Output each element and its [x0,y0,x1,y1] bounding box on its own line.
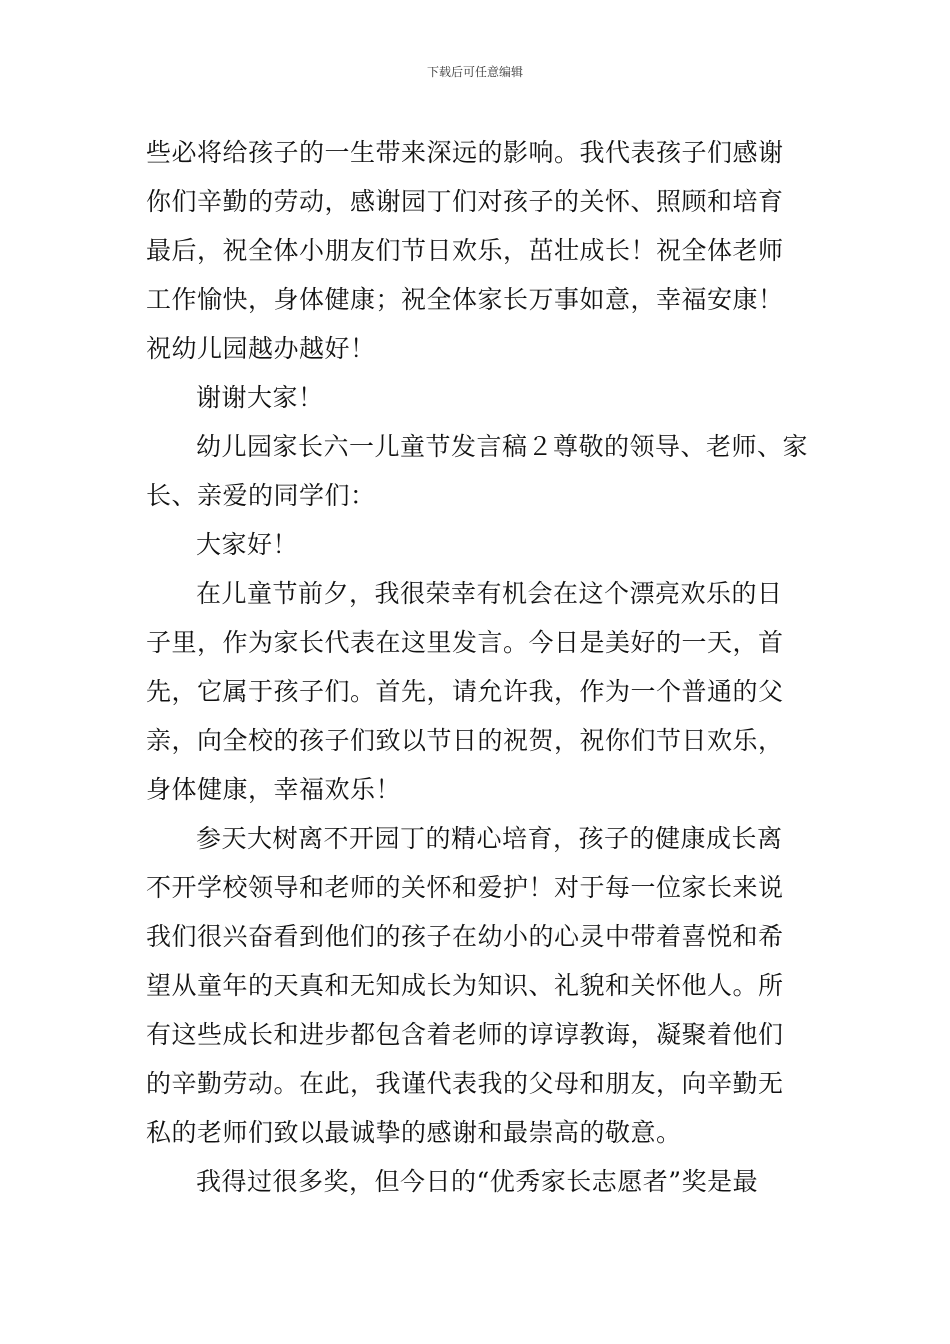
text-line: 先，它属于孩子们。首先，请允许我，作为一个普通的父 [146,677,784,706]
text-line: 子里，作为家长代表在这里发言。今日是美好的一天，首 [146,628,784,657]
text-line: 参天大树离不开园丁的精心培育，孩子的健康成长离 [196,824,783,853]
text-line: 我得过很多奖，但今日的“优秀家长志愿者”奖是最 [196,1167,759,1196]
text-line: 身体健康，幸福欢乐！ [146,775,402,804]
text-line: 最后，祝全体小朋友们节日欢乐，茁壮成长！祝全体老师 [146,236,784,265]
text-line: 有这些成长和进步都包含着老师的谆谆教诲，凝聚着他们 [146,1020,784,1049]
page-header-note: 下载后可任意编辑 [426,65,523,79]
text-line: 亲，向全校的孩子们致以节日的祝贺，祝你们节日欢乐， [146,726,784,755]
text-line: 幼儿园家长六一儿童节发言稿２尊敬的领导、老师、家 [196,432,809,461]
text-line: 大家好！ [196,530,299,559]
text-line: 我们很兴奋看到他们的孩子在幼小的心灵中带着喜悦和希 [146,922,784,951]
text-line: 你们辛勤的劳动，感谢园丁们对孩子的关怀、照顾和培育 [146,187,784,216]
text-line: 长、亲爱的同学们： [146,481,376,510]
text-line: 谢谢大家！ [196,383,324,412]
text-line: 望从童年的天真和无知成长为知识、礼貌和关怀他人。所 [146,971,784,1000]
text-line: 私的老师们致以最诚挚的感谢和最崇高的敬意。 [146,1118,682,1147]
text-line: 在儿童节前夕，我很荣幸有机会在这个漂亮欢乐的日 [196,579,783,608]
text-line: 工作愉快，身体健康；祝全体家长万事如意，幸福安康！ [146,285,784,314]
text-line: 些必将给孩子的一生带来深远的影响。我代表孩子们感谢 [146,138,784,167]
text-line: 的辛勤劳动。在此，我谨代表我的父母和朋友，向辛勤无 [146,1069,784,1098]
document-body [146,128,810,1206]
text-line: 祝幼儿园越办越好！ [146,334,376,363]
text-line: 不开学校领导和老师的关怀和爱护！对于每一位家长来说 [146,873,784,902]
